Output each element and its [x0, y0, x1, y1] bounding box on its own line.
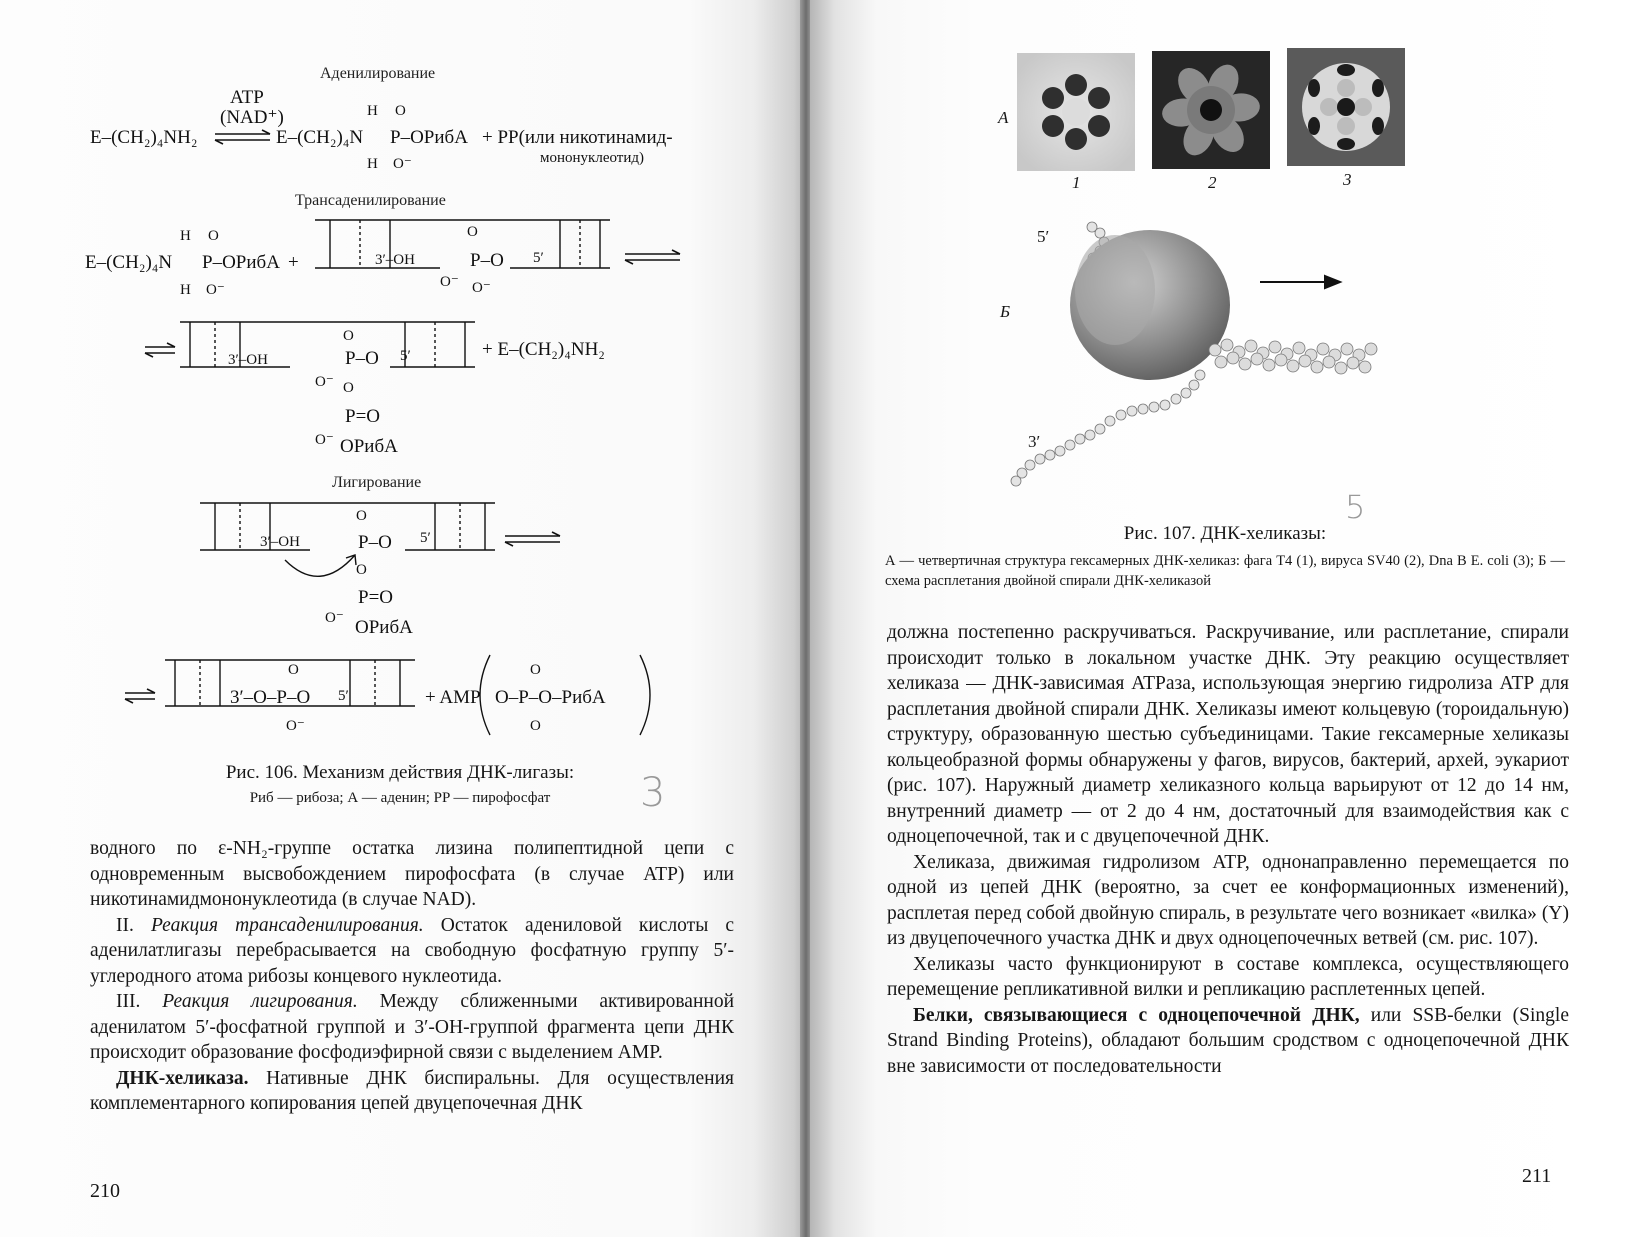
- pp-product-line2: мононуклеотид): [540, 150, 644, 166]
- svg-text:O⁻: O⁻: [440, 274, 459, 290]
- pencil-mark-left: 3: [640, 770, 666, 816]
- svg-text:H: H: [180, 282, 191, 298]
- oriba-1: OРибА: [340, 436, 398, 457]
- label-2: 2: [1208, 173, 1217, 192]
- svg-text:O: O: [288, 662, 299, 678]
- oriba-2: OРибА: [355, 617, 413, 638]
- svg-text:O: O: [395, 103, 406, 119]
- p-oriba-2: P–OРибА: [202, 252, 280, 273]
- paragraph: Хеликаза, движимая гидролизом ATP, однонаправленно перемещается по одной из цепей ДНК (вероятно, за счет ее конформационных изменений), расплетая перед собой двойную спираль, в результате чего возникает «вилка» (Y) из двуцепочечного участка ДНК и двух одноцепочечных ветвей (см. рис. 107).: [887, 851, 1569, 949]
- figure-107-title: Рис. 107. ДНК-хеликазы:: [1123, 523, 1327, 544]
- label-3: 3: [1343, 170, 1352, 189]
- svg-text:O: O: [356, 562, 367, 578]
- right-body-text: [887, 620, 1569, 1079]
- left-body-text: [90, 836, 734, 1117]
- dna-nick-adenylated: [180, 322, 475, 367]
- micrograph-dnab: [1287, 48, 1405, 166]
- svg-text:3′–OH: 3′–OH: [228, 352, 268, 368]
- svg-text:+: +: [288, 252, 299, 273]
- label-1: 1: [1072, 173, 1081, 192]
- svg-text:O: O: [343, 328, 354, 344]
- equilibrium-arrow-1: [215, 130, 270, 144]
- adenylated-enzyme-2: E–(CH₂)₄N: [85, 252, 173, 273]
- paragraph: III. Реакция лигирования. Между сближенными активированной аденилатом 5′-фосфатной группой и 3′-ОН-группой фрагмента цепи ДНК происходит образование фосфодиэфирной связи с выделением AMP.: [90, 991, 735, 1063]
- svg-text:P–O: P–O: [345, 348, 379, 369]
- figure-106-legend: Риб — рибоза; А — аденин; PP — пирофосфат: [249, 790, 551, 806]
- svg-text:5′: 5′: [400, 348, 411, 364]
- equilibrium-arrow-2: [625, 250, 680, 264]
- p-eq-o-1: P=O: [345, 406, 381, 427]
- figure-106-title: Рис. 106. Механизм действия ДНК-лигазы:: [225, 762, 575, 783]
- equilibrium-arrow-4: [505, 532, 560, 546]
- svg-text:P–O: P–O: [358, 532, 392, 553]
- svg-text:O⁻: O⁻: [206, 282, 225, 298]
- label-a: А: [998, 108, 1009, 127]
- micrograph-t4: [1017, 53, 1135, 171]
- left-page: [0, 0, 810, 1237]
- nad-label: (NAD⁺): [220, 107, 284, 128]
- paragraph: должна постепенно раскручиваться. Раскручивание, или расплетание, спирали происходит только в локальном участке ДНК. Эту реакцию осуществляет хеликаза — ДНК-зависимая ATPаза, использующая энергию гидролиза ATP для расплетания двойной спирали ДНК. Хеликазы имеют кольцевую (тороидальную) структуру, образованную шестью субъединицами. Такие гексамерные хеликазы кольцеобразной формы обнаружены у фагов, вирусов, бактерий, архей, эукариот (рис. 107). Наружный диаметр хеликазного кольца варьируют от 12 до 14 нм, внутренний диаметр — от 2 до 4 нм, достаточный для взаимодействия как с одноцепочечной, так и с двуцепочечной ДНК.: [887, 622, 1569, 847]
- paragraph: водного по ε-NH₂-группе остатка лизина полипептидной цепи с одновременным высвобождением пирофосфата (в случае ATP) или никотинамидмононуклеотида (в случае NAD).: [90, 838, 734, 910]
- label-b: Б: [1000, 302, 1011, 321]
- svg-text:O: O: [208, 228, 219, 244]
- paragraph: Белки, связывающиеся с одноцепочечной ДНК, или SSB-белки (Single Strand Binding Proteins), обладают большим сродством с одноцепочечной ДНК вне зависимости от последовательности: [887, 1004, 1569, 1077]
- svg-text:P–O: P–O: [470, 250, 504, 271]
- p-eq-o-2: P=O: [358, 587, 394, 608]
- svg-text:5′: 5′: [338, 688, 349, 704]
- svg-text:3′–OH: 3′–OH: [260, 534, 300, 550]
- section-transadenylation-title: Трансаденилирование: [295, 192, 446, 209]
- page-number-left: 210: [90, 1180, 120, 1202]
- section-ligation-title: Лигирование: [332, 474, 422, 491]
- svg-text:H: H: [180, 228, 191, 244]
- equilibrium-arrow-3: [145, 343, 175, 357]
- reaction-scheme-svg: [70, 50, 760, 810]
- equilibrium-arrow-5: [125, 689, 155, 703]
- section-adenylation-title: Аденилирование: [320, 65, 436, 82]
- svg-text:O⁻: O⁻: [325, 610, 344, 626]
- svg-text:O: O: [530, 718, 541, 734]
- paragraph: ДНК-хеликаза. Нативные ДНК биспиральны. Для осуществления комплементарного копирования цепей двуцепочечная ДНК: [90, 1067, 735, 1114]
- dna-duplex: [1209, 339, 1377, 374]
- svg-text:O⁻: O⁻: [315, 432, 334, 448]
- svg-text:O: O: [467, 224, 478, 240]
- svg-text:O⁻: O⁻: [472, 280, 491, 296]
- dna-3prime-strand: [1011, 370, 1205, 486]
- svg-text:H: H: [367, 156, 378, 172]
- figure-107-caption: [885, 523, 1565, 591]
- free-lysine: + E–(CH₂)₄NH₂: [482, 339, 605, 360]
- helicase-unwinding-illustration: [1000, 215, 1420, 515]
- label-3prime: 3′: [1028, 432, 1041, 451]
- svg-text:O⁻: O⁻: [315, 374, 334, 390]
- figure-107-legend: А — четвертичная структура гексамерных ДНК-хеликаз: фага T4 (1), вируса SV40 (2), Dna B E. coli (3); Б — схема расплетания двойной спирали ДНК-хеликазой: [885, 553, 1565, 589]
- paragraph: Хеликазы часто функционируют в составе комплекса, осуществляющего перемещение репликативной вилки и репликацию расплетенных цепей.: [887, 953, 1569, 1000]
- svg-text:O⁻: O⁻: [393, 156, 412, 172]
- amp-product: + AMP: [425, 687, 481, 708]
- atp-label: ATP: [230, 87, 264, 108]
- pencil-mark-right: 5: [1345, 488, 1366, 526]
- paragraph: II. Реакция трансаденилирования. Остаток адениловой кислоты с аденилатлигазы перебрасывается на свободную фосфатную группу 5′-углеродного атома рибозы концевого нуклеотида.: [90, 914, 735, 987]
- svg-text:H: H: [367, 103, 378, 119]
- five-prime-1: 5′: [533, 250, 544, 266]
- ligase-reaction-scheme: [70, 50, 760, 810]
- svg-text:3′–O–P–O: 3′–O–P–O: [230, 687, 311, 708]
- svg-text:O: O: [343, 380, 354, 396]
- right-page: [810, 0, 1642, 1237]
- svg-text:O: O: [530, 662, 541, 678]
- micrograph-sv40: [1152, 51, 1270, 169]
- amp-structure: O–P–O–РибА: [495, 687, 606, 708]
- svg-text:O: O: [356, 508, 367, 524]
- figure-106-caption: [180, 762, 620, 807]
- adenylated-enzyme: E–(CH₂)₄N: [276, 127, 364, 148]
- oh-3prime-1: 3′–OH: [375, 252, 415, 268]
- svg-text:O⁻: O⁻: [286, 718, 305, 734]
- svg-text:5′: 5′: [420, 530, 431, 546]
- lysine-reactant: E–(CH₂)₄NH₂: [90, 127, 198, 148]
- dna-nick-ligation: [200, 503, 495, 576]
- direction-arrow: [1260, 276, 1340, 288]
- dna-nick-1: [315, 220, 610, 268]
- label-5prime: 5′: [1037, 227, 1050, 246]
- pp-product: + PP(или никотинамид-: [482, 127, 673, 148]
- p-oriba-1: P–OРибА: [390, 127, 468, 148]
- page-number-right: 211: [1522, 1165, 1552, 1187]
